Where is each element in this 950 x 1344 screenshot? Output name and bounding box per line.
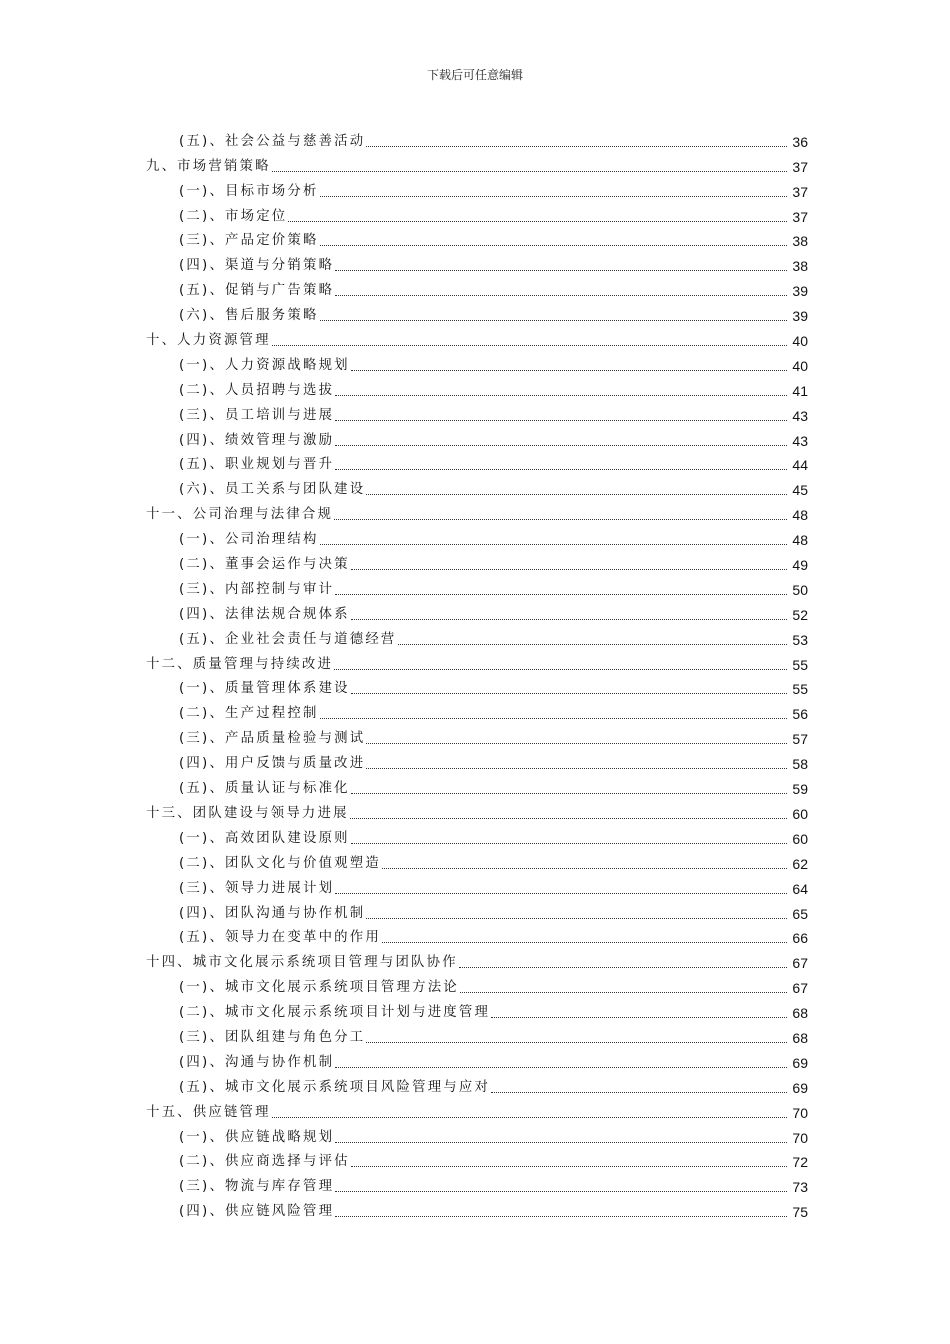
toc-section-entry[interactable] bbox=[146, 225, 808, 250]
toc-page-number: 68 bbox=[792, 1005, 808, 1022]
toc-entry-title: (三)、物流与库存管理 bbox=[179, 1179, 335, 1195]
toc-dot-leader bbox=[335, 394, 787, 396]
toc-chapter-entry[interactable] bbox=[146, 797, 808, 822]
toc-section-entry[interactable] bbox=[146, 697, 808, 722]
toc-page-number: 67 bbox=[792, 955, 808, 972]
toc-dot-leader bbox=[460, 991, 787, 993]
toc-dot-leader bbox=[335, 1215, 787, 1217]
table-of-contents bbox=[146, 125, 808, 1220]
toc-section-entry[interactable] bbox=[146, 573, 808, 598]
toc-page-number: 60 bbox=[792, 830, 808, 847]
toc-entry-title: (四)、法律法规合规体系 bbox=[179, 606, 350, 622]
toc-entry-title: (二)、市场定位 bbox=[179, 208, 288, 224]
toc-section-entry[interactable] bbox=[146, 623, 808, 648]
toc-section-entry[interactable] bbox=[146, 424, 808, 449]
toc-page-number: 55 bbox=[792, 656, 808, 673]
toc-section-entry[interactable] bbox=[146, 1021, 808, 1046]
toc-dot-leader bbox=[350, 817, 787, 819]
toc-entry-title: (二)、董事会运作与决策 bbox=[179, 557, 350, 573]
toc-dot-leader bbox=[334, 668, 787, 670]
toc-dot-leader bbox=[351, 1165, 787, 1167]
toc-entry-title: (一)、目标市场分析 bbox=[179, 183, 319, 199]
toc-section-entry[interactable] bbox=[146, 349, 808, 374]
toc-entry-title: (二)、生产过程控制 bbox=[179, 706, 319, 722]
toc-section-entry[interactable] bbox=[146, 374, 808, 399]
toc-entry-title: (三)、领导力进展计划 bbox=[179, 880, 335, 896]
toc-page-number: 40 bbox=[792, 357, 808, 374]
toc-page-number: 67 bbox=[792, 980, 808, 997]
toc-section-entry[interactable] bbox=[146, 200, 808, 225]
toc-page-number: 36 bbox=[792, 133, 808, 150]
page-header: 下载后可任意编辑 bbox=[426, 68, 523, 82]
toc-entry-title: (五)、促销与广告策略 bbox=[179, 283, 335, 299]
toc-chapter-entry[interactable] bbox=[146, 324, 808, 349]
toc-dot-leader bbox=[335, 294, 787, 296]
toc-page-number: 70 bbox=[792, 1129, 808, 1146]
toc-dot-leader bbox=[335, 892, 787, 894]
toc-page-number: 52 bbox=[792, 606, 808, 623]
toc-section-entry[interactable] bbox=[146, 1121, 808, 1146]
toc-page-number: 66 bbox=[792, 930, 808, 947]
toc-page-number: 57 bbox=[792, 731, 808, 748]
toc-page-number: 41 bbox=[792, 382, 808, 399]
toc-page-number: 59 bbox=[792, 781, 808, 798]
toc-entry-title: 十一、公司治理与法律合规 bbox=[146, 507, 334, 523]
toc-dot-leader bbox=[335, 444, 787, 446]
toc-dot-leader bbox=[351, 692, 787, 694]
toc-page-number: 53 bbox=[792, 631, 808, 648]
toc-page-number: 38 bbox=[792, 233, 808, 250]
toc-section-entry[interactable] bbox=[146, 847, 808, 872]
toc-section-entry[interactable] bbox=[146, 523, 808, 548]
toc-entry-title: 九、市场营销策略 bbox=[146, 158, 271, 174]
toc-section-entry[interactable] bbox=[146, 274, 808, 299]
toc-entry-title: (三)、团队组建与角色分工 bbox=[179, 1029, 366, 1045]
toc-section-entry[interactable] bbox=[146, 399, 808, 424]
toc-entry-title: 十、人力资源管理 bbox=[146, 333, 271, 349]
toc-dot-leader bbox=[366, 145, 787, 147]
toc-dot-leader bbox=[272, 1116, 787, 1118]
toc-entry-title: (三)、内部控制与审计 bbox=[179, 581, 335, 597]
toc-chapter-entry[interactable] bbox=[146, 648, 808, 673]
toc-dot-leader bbox=[335, 419, 787, 421]
toc-page-number: 69 bbox=[792, 1054, 808, 1071]
toc-entry-title: (五)、职业规划与晋升 bbox=[179, 457, 335, 473]
toc-entry-title: (二)、人员招聘与选拔 bbox=[179, 382, 335, 398]
toc-entry-title: (一)、质量管理体系建设 bbox=[179, 681, 350, 697]
toc-entry-title: (四)、供应链风险管理 bbox=[179, 1204, 335, 1220]
toc-page-number: 43 bbox=[792, 407, 808, 424]
toc-section-entry[interactable] bbox=[146, 872, 808, 897]
toc-page-number: 56 bbox=[792, 706, 808, 723]
toc-entry-title: (一)、城市文化展示系统项目管理方法论 bbox=[179, 980, 459, 996]
toc-page-number: 49 bbox=[792, 557, 808, 574]
toc-section-entry[interactable] bbox=[146, 772, 808, 797]
toc-dot-leader bbox=[335, 1141, 787, 1143]
toc-dot-leader bbox=[398, 643, 787, 645]
toc-dot-leader bbox=[335, 593, 787, 595]
toc-dot-leader bbox=[382, 941, 787, 943]
toc-entry-title: (五)、领导力在变革中的作用 bbox=[179, 930, 381, 946]
toc-page-number: 62 bbox=[792, 855, 808, 872]
toc-page-number: 44 bbox=[792, 457, 808, 474]
toc-page-number: 40 bbox=[792, 333, 808, 350]
toc-dot-leader bbox=[334, 518, 787, 520]
toc-page-number: 68 bbox=[792, 1029, 808, 1046]
toc-entry-title: (一)、供应链战略规划 bbox=[179, 1129, 335, 1145]
toc-section-entry[interactable] bbox=[146, 598, 808, 623]
toc-entry-title: (四)、渠道与分销策略 bbox=[179, 258, 335, 274]
toc-section-entry[interactable] bbox=[146, 1170, 808, 1195]
toc-page-number: 73 bbox=[792, 1179, 808, 1196]
toc-chapter-entry[interactable] bbox=[146, 1096, 808, 1121]
toc-entry-title: (六)、员工关系与团队建设 bbox=[179, 482, 366, 498]
toc-dot-leader bbox=[272, 170, 787, 172]
toc-dot-leader bbox=[366, 917, 787, 919]
toc-entry-title: (五)、社会公益与慈善活动 bbox=[179, 133, 366, 149]
toc-dot-leader bbox=[366, 1041, 787, 1043]
toc-entry-title: (四)、绩效管理与激励 bbox=[179, 432, 335, 448]
toc-section-entry[interactable] bbox=[146, 449, 808, 474]
toc-dot-leader bbox=[491, 1091, 787, 1093]
toc-section-entry[interactable] bbox=[146, 1146, 808, 1171]
toc-dot-leader bbox=[320, 319, 787, 321]
toc-section-entry[interactable] bbox=[146, 897, 808, 922]
toc-section-entry[interactable] bbox=[146, 996, 808, 1021]
toc-entry-title: (一)、高效团队建设原则 bbox=[179, 830, 350, 846]
toc-section-entry[interactable] bbox=[146, 822, 808, 847]
toc-dot-leader bbox=[335, 1190, 787, 1192]
toc-dot-leader bbox=[366, 767, 787, 769]
toc-page-number: 39 bbox=[792, 283, 808, 300]
toc-section-entry[interactable] bbox=[146, 747, 808, 772]
toc-dot-leader bbox=[459, 966, 787, 968]
toc-entry-title: (四)、团队沟通与协作机制 bbox=[179, 905, 366, 921]
toc-page-number: 50 bbox=[792, 581, 808, 598]
toc-chapter-entry[interactable] bbox=[146, 150, 808, 175]
toc-entry-title: (五)、质量认证与标准化 bbox=[179, 781, 350, 797]
toc-section-entry[interactable] bbox=[146, 125, 808, 150]
toc-page-number: 72 bbox=[792, 1154, 808, 1171]
toc-section-entry[interactable] bbox=[146, 249, 808, 274]
toc-dot-leader bbox=[366, 493, 787, 495]
toc-page-number: 70 bbox=[792, 1104, 808, 1121]
toc-dot-leader bbox=[366, 742, 787, 744]
toc-entry-title: (三)、产品质量检验与测试 bbox=[179, 731, 366, 747]
toc-section-entry[interactable] bbox=[146, 722, 808, 747]
toc-entry-title: (二)、城市文化展示系统项目计划与进度管理 bbox=[179, 1005, 491, 1021]
toc-entry-title: (四)、用户反馈与质量改进 bbox=[179, 756, 366, 772]
toc-dot-leader bbox=[320, 195, 787, 197]
toc-entry-title: (五)、企业社会责任与道德经营 bbox=[179, 631, 397, 647]
toc-entry-title: (二)、团队文化与价值观塑造 bbox=[179, 855, 381, 871]
toc-entry-title: 十三、团队建设与领导力进展 bbox=[146, 805, 349, 821]
toc-section-entry[interactable] bbox=[146, 175, 808, 200]
toc-page-number: 37 bbox=[792, 183, 808, 200]
toc-page-number: 64 bbox=[792, 880, 808, 897]
toc-dot-leader bbox=[491, 1016, 787, 1018]
toc-chapter-entry[interactable] bbox=[146, 946, 808, 971]
toc-page-number: 39 bbox=[792, 308, 808, 325]
toc-section-entry[interactable] bbox=[146, 299, 808, 324]
toc-page-number: 58 bbox=[792, 756, 808, 773]
toc-entry-title: (一)、公司治理结构 bbox=[179, 532, 319, 548]
toc-dot-leader bbox=[351, 369, 787, 371]
toc-section-entry[interactable] bbox=[146, 1046, 808, 1071]
toc-page-number: 60 bbox=[792, 805, 808, 822]
toc-dot-leader bbox=[382, 867, 787, 869]
toc-page-number: 45 bbox=[792, 482, 808, 499]
toc-entry-title: (六)、售后服务策略 bbox=[179, 308, 319, 324]
toc-page-number: 65 bbox=[792, 905, 808, 922]
toc-page-number: 69 bbox=[792, 1079, 808, 1096]
toc-page-number: 48 bbox=[792, 532, 808, 549]
toc-entry-title: 十四、城市文化展示系统项目管理与团队协作 bbox=[146, 955, 458, 971]
toc-page-number: 43 bbox=[792, 432, 808, 449]
toc-section-entry[interactable] bbox=[146, 473, 808, 498]
toc-entry-title: (二)、供应商选择与评估 bbox=[179, 1154, 350, 1170]
toc-dot-leader bbox=[272, 344, 787, 346]
toc-dot-leader bbox=[351, 568, 787, 570]
toc-dot-leader bbox=[320, 543, 787, 545]
toc-section-entry[interactable] bbox=[146, 1071, 808, 1096]
toc-dot-leader bbox=[335, 1066, 787, 1068]
toc-page-number: 55 bbox=[792, 681, 808, 698]
toc-entry-title: (一)、人力资源战略规划 bbox=[179, 357, 350, 373]
toc-section-entry[interactable] bbox=[146, 673, 808, 698]
toc-page-number: 38 bbox=[792, 258, 808, 275]
toc-section-entry[interactable] bbox=[146, 1195, 808, 1220]
toc-page-number: 37 bbox=[792, 208, 808, 225]
toc-dot-leader bbox=[288, 220, 787, 222]
toc-entry-title: 十二、质量管理与持续改进 bbox=[146, 656, 334, 672]
toc-dot-leader bbox=[351, 792, 787, 794]
toc-dot-leader bbox=[335, 468, 787, 470]
toc-dot-leader bbox=[320, 717, 787, 719]
toc-dot-leader bbox=[351, 842, 787, 844]
toc-chapter-entry[interactable] bbox=[146, 498, 808, 523]
toc-section-entry[interactable] bbox=[146, 971, 808, 996]
toc-entry-title: (三)、产品定价策略 bbox=[179, 233, 319, 249]
toc-entry-title: 十五、供应链管理 bbox=[146, 1104, 271, 1120]
toc-page-number: 37 bbox=[792, 158, 808, 175]
toc-page-number: 75 bbox=[792, 1204, 808, 1221]
toc-entry-title: (四)、沟通与协作机制 bbox=[179, 1054, 335, 1070]
toc-entry-title: (五)、城市文化展示系统项目风险管理与应对 bbox=[179, 1079, 491, 1095]
toc-section-entry[interactable] bbox=[146, 548, 808, 573]
toc-section-entry[interactable] bbox=[146, 922, 808, 947]
toc-entry-title: (三)、员工培训与进展 bbox=[179, 407, 335, 423]
toc-dot-leader bbox=[335, 269, 787, 271]
toc-page-number: 48 bbox=[792, 507, 808, 524]
toc-dot-leader bbox=[320, 244, 787, 246]
toc-dot-leader bbox=[351, 618, 787, 620]
